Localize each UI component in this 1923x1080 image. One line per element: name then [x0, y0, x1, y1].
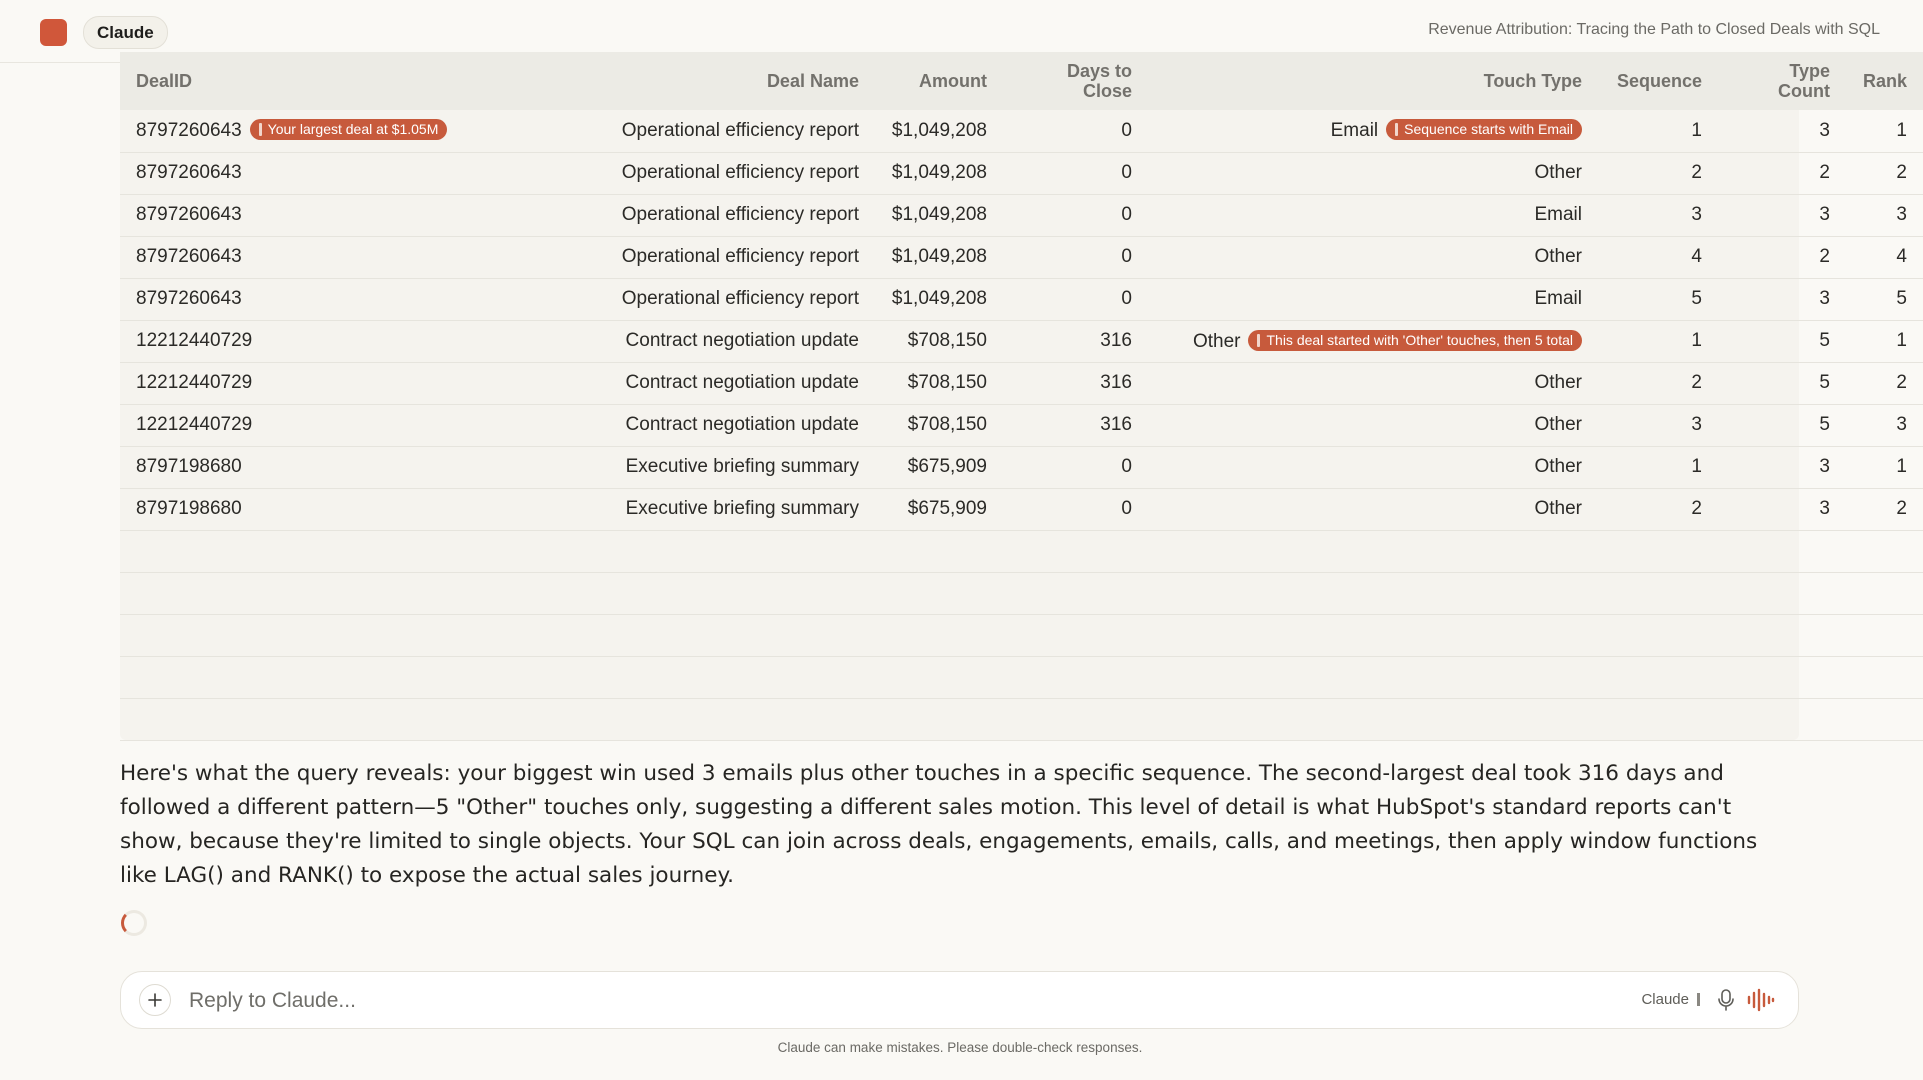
col-header-deal-name[interactable]: Deal Name: [766, 71, 859, 91]
cell-deal-id: [120, 488, 475, 530]
col-header-days-to-close[interactable]: Days to Close: [1066, 61, 1132, 101]
empty-cell: [120, 572, 1923, 614]
cell-rank-value: 3: [1896, 204, 1907, 225]
cell-sequence-value: 3: [1691, 204, 1702, 225]
cell-deal-id-value: 8797260643: [136, 204, 242, 225]
table-row[interactable]: [120, 110, 1923, 152]
cell-type-count: [1718, 152, 1846, 194]
cell-type-count: [1718, 488, 1846, 530]
cell-amount: [875, 488, 1003, 530]
cell-days-to-close: [1003, 236, 1148, 278]
cell-sequence-value: 2: [1691, 498, 1702, 519]
cell-days-to-close: [1003, 488, 1148, 530]
cell-rank-value: 1: [1896, 456, 1907, 477]
cell-days-to-close: [1003, 152, 1148, 194]
cell-type-count-value: 2: [1819, 162, 1830, 183]
claude-logo-icon[interactable]: [40, 19, 67, 46]
annotation-badge-text: Your largest deal at $1.05M: [267, 121, 439, 138]
cell-deal-id-value: 8797260643: [136, 288, 242, 309]
cell-deal-id: [120, 362, 475, 404]
cell-days-to-close: [1003, 194, 1148, 236]
annotation-badge-text: This deal started with 'Other' touches, then 5 total: [1266, 331, 1573, 348]
cell-sequence-value: 2: [1691, 162, 1702, 183]
cell-touch-type: [1148, 194, 1598, 236]
assistant-response-text: Here's what the query reveals: your biggest win used 3 emails plus other touches in a specific sequence. The second-largest deal took 316 days and followed a different pattern—5 "Other" touches only, suggesting a different sales motion. This level of detail is what HubSpot's standard reports can't show, because they're limited to single objects. Your SQL can join across deals, engagements, emails, calls, and meetings, then apply window functions like LAG() and RANK() to expose the actual sales journey.: [120, 761, 1758, 888]
cell-rank: [1846, 110, 1923, 152]
cell-rank: [1846, 488, 1923, 530]
table-row[interactable]: [120, 488, 1923, 530]
cell-amount-value: $708,150: [907, 372, 987, 393]
cell-type-count-value: 3: [1819, 204, 1830, 225]
table-row[interactable]: [120, 404, 1923, 446]
cell-deal-id-value: 8797198680: [136, 456, 242, 477]
cell-days-to-close: [1003, 320, 1148, 362]
cell-touch-type: [1148, 362, 1598, 404]
cell-sequence-value: 3: [1691, 414, 1702, 435]
cell-touch-type: [1148, 110, 1598, 152]
cell-deal-id: [120, 320, 475, 362]
badge-marker-icon: [1395, 123, 1398, 136]
cell-amount-value: $708,150: [907, 414, 987, 435]
model-pill[interactable]: Claude: [83, 16, 168, 49]
cell-rank: [1846, 236, 1923, 278]
table-row[interactable]: [120, 236, 1923, 278]
cell-touch-type-value: Other: [1534, 498, 1582, 519]
cell-sequence: [1598, 320, 1718, 362]
col-header-rank[interactable]: Rank: [1862, 71, 1907, 91]
cell-deal-id: [120, 278, 475, 320]
cell-touch-type: [1148, 320, 1598, 362]
col-header-touch-type[interactable]: Touch Type: [1483, 71, 1582, 91]
cell-amount-value: $708,150: [907, 330, 987, 351]
cell-rank: [1846, 194, 1923, 236]
table-header: [120, 52, 1923, 110]
plus-icon: [147, 992, 163, 1008]
table-row[interactable]: [120, 152, 1923, 194]
cell-deal-name-value: Executive briefing summary: [625, 456, 859, 477]
cell-amount: [875, 194, 1003, 236]
cell-type-count-value: 2: [1819, 246, 1830, 267]
cell-touch-type: [1148, 152, 1598, 194]
cell-deal-name: [475, 488, 875, 530]
cell-days-to-close-value: 0: [1121, 119, 1132, 141]
cell-days-to-close: [1003, 278, 1148, 320]
annotation-badge: [1248, 330, 1582, 351]
audio-waveform-icon: [1746, 988, 1776, 1012]
cell-amount-value: $1,049,208: [891, 288, 987, 309]
cell-deal-id-value: 8797260643: [136, 120, 242, 142]
cell-deal-name-value: Operational efficiency report: [621, 288, 859, 309]
model-selector[interactable]: [1641, 991, 1700, 1008]
empty-table-row: [120, 614, 1923, 656]
cell-amount-value: $675,909: [907, 498, 987, 519]
cell-days-to-close-value: 0: [1121, 456, 1132, 477]
cell-sequence: [1598, 362, 1718, 404]
cell-days-to-close: [1003, 446, 1148, 488]
cell-deal-id: [120, 110, 475, 152]
cell-type-count: [1718, 320, 1846, 362]
empty-cell: [120, 656, 1923, 698]
cell-deal-name-value: Executive briefing summary: [625, 498, 859, 519]
cell-rank-value: 3: [1896, 414, 1907, 435]
cell-sequence-value: 1: [1691, 119, 1702, 141]
cell-days-to-close-value: 0: [1121, 246, 1132, 267]
cell-deal-id: [120, 404, 475, 446]
cell-rank-value: 1: [1896, 119, 1907, 141]
cell-sequence-value: 5: [1691, 288, 1702, 309]
cell-days-to-close-value: 0: [1121, 288, 1132, 309]
cell-type-count: [1718, 446, 1846, 488]
cell-amount: [875, 362, 1003, 404]
cell-amount-value: $1,049,208: [891, 204, 987, 225]
cell-sequence: [1598, 278, 1718, 320]
badge-marker-icon: [259, 123, 262, 136]
col-header-sequence[interactable]: Sequence: [1616, 71, 1702, 91]
cell-deal-name-value: Contract negotiation update: [625, 330, 859, 351]
cell-touch-type: [1148, 446, 1598, 488]
cell-touch-type-value: Other: [1534, 414, 1582, 435]
cell-days-to-close: [1003, 362, 1148, 404]
cell-deal-name: [475, 110, 875, 152]
cell-type-count-value: 3: [1819, 288, 1830, 309]
cell-type-count: [1718, 362, 1846, 404]
cell-deal-id-value: 12212440729: [136, 330, 253, 351]
cell-type-count: [1718, 194, 1846, 236]
cell-deal-id: [120, 446, 475, 488]
cell-sequence-value: 1: [1691, 456, 1702, 477]
cell-type-count-value: 3: [1819, 498, 1830, 519]
cell-rank: [1846, 320, 1923, 362]
cell-deal-name-value: Contract negotiation update: [625, 372, 859, 393]
cell-type-count-value: 3: [1819, 119, 1830, 141]
cell-days-to-close-value: 0: [1121, 204, 1132, 225]
cell-touch-type: [1148, 236, 1598, 278]
cell-amount: [875, 236, 1003, 278]
cell-days-to-close-value: 0: [1121, 498, 1132, 519]
cell-rank-value: 2: [1896, 498, 1907, 519]
cell-deal-id-value: 8797198680: [136, 498, 242, 519]
cell-days-to-close: [1003, 404, 1148, 446]
cell-amount: [875, 446, 1003, 488]
col-header-deal-id[interactable]: DealID: [136, 71, 193, 91]
cell-deal-id: [120, 194, 475, 236]
page-title[interactable]: Revenue Attribution: Tracing the Path to Closed Deals with SQL: [1428, 21, 1880, 38]
cell-rank: [1846, 404, 1923, 446]
cell-deal-name: [475, 362, 875, 404]
cell-rank: [1846, 278, 1923, 320]
cell-sequence: [1598, 110, 1718, 152]
cell-deal-name: [475, 446, 875, 488]
cell-deal-name-value: Operational efficiency report: [621, 204, 859, 225]
cell-sequence: [1598, 152, 1718, 194]
cell-sequence: [1598, 404, 1718, 446]
cell-rank-value: 2: [1896, 372, 1907, 393]
cell-deal-name-value: Operational efficiency report: [621, 162, 859, 183]
cell-sequence: [1598, 236, 1718, 278]
cell-touch-type-value: Email: [1534, 204, 1582, 225]
cell-days-to-close-value: 316: [1100, 414, 1132, 435]
table-row[interactable]: [120, 320, 1923, 362]
cell-amount-value: $675,909: [907, 456, 987, 477]
cell-type-count: [1718, 110, 1846, 152]
cell-rank-value: 1: [1896, 330, 1907, 351]
cell-rank-value: 2: [1896, 162, 1907, 183]
cell-amount-value: $1,049,208: [891, 119, 987, 141]
cell-type-count: [1718, 236, 1846, 278]
cell-rank: [1846, 362, 1923, 404]
cell-deal-name-value: Contract negotiation update: [625, 414, 859, 435]
add-attachment-button[interactable]: [139, 984, 171, 1016]
disclaimer-text: Claude can make mistakes. Please double-check responses.: [777, 1040, 1143, 1055]
results-table: [120, 52, 1923, 741]
cell-deal-name: [475, 236, 875, 278]
microphone-icon: [1716, 988, 1736, 1012]
cell-touch-type-value: Other: [1192, 330, 1241, 352]
badge-marker-icon: [1257, 334, 1260, 347]
cell-days-to-close-value: 316: [1100, 330, 1132, 351]
cell-touch-type-value: Other: [1534, 162, 1582, 183]
results-table-container: [120, 52, 1907, 740]
cell-touch-type: [1148, 278, 1598, 320]
cell-sequence-value: 2: [1691, 372, 1702, 393]
annotation-badge: [250, 119, 448, 140]
cell-rank-value: 5: [1896, 288, 1907, 309]
col-header-type-count[interactable]: Type Count: [1778, 61, 1830, 101]
table-row[interactable]: [120, 446, 1923, 488]
cell-amount-value: $1,049,208: [891, 162, 987, 183]
cell-deal-name: [475, 194, 875, 236]
cell-deal-id-value: 8797260643: [136, 162, 242, 183]
cell-days-to-close: [1003, 110, 1148, 152]
empty-table-row: [120, 656, 1923, 698]
cell-deal-id-value: 12212440729: [136, 372, 253, 393]
cell-amount: [875, 404, 1003, 446]
cell-touch-type-value: Email: [1534, 288, 1582, 309]
cell-amount-value: $1,049,208: [891, 246, 987, 267]
cell-deal-name-value: Operational efficiency report: [621, 119, 859, 141]
table-body: [120, 110, 1923, 740]
annotation-badge-text: Sequence starts with Email: [1404, 121, 1573, 138]
cell-sequence-value: 4: [1691, 246, 1702, 267]
empty-cell: [120, 614, 1923, 656]
cell-deal-id: [120, 152, 475, 194]
cell-touch-type-value: Other: [1534, 372, 1582, 393]
cell-rank-value: 4: [1896, 246, 1907, 267]
cell-deal-name: [475, 152, 875, 194]
cell-sequence: [1598, 194, 1718, 236]
microphone-button[interactable]: [1716, 988, 1736, 1017]
cell-type-count: [1718, 278, 1846, 320]
cell-deal-name-value: Operational efficiency report: [621, 246, 859, 267]
model-selector-label: Claude: [1641, 991, 1689, 1008]
cell-sequence: [1598, 446, 1718, 488]
cell-amount: [875, 320, 1003, 362]
loading-spinner-icon: [121, 910, 147, 936]
cell-deal-name: [475, 320, 875, 362]
cell-deal-name: [475, 404, 875, 446]
chevron-down-icon: [1697, 993, 1700, 1006]
empty-cell: [120, 698, 1923, 740]
cell-type-count-value: 3: [1819, 456, 1830, 477]
cell-rank: [1846, 446, 1923, 488]
cell-touch-type-value: Other: [1534, 246, 1582, 267]
cell-touch-type: [1148, 488, 1598, 530]
empty-table-row: [120, 530, 1923, 572]
table-row[interactable]: [120, 362, 1923, 404]
cell-amount: [875, 110, 1003, 152]
cell-rank: [1846, 152, 1923, 194]
cell-amount: [875, 278, 1003, 320]
cell-type-count-value: 5: [1819, 414, 1830, 435]
cell-days-to-close-value: 316: [1100, 372, 1132, 393]
empty-table-row: [120, 698, 1923, 740]
cell-deal-id-value: 12212440729: [136, 414, 253, 435]
table-row[interactable]: [120, 194, 1923, 236]
annotation-badge: [1386, 119, 1582, 140]
col-header-amount[interactable]: Amount: [919, 71, 987, 91]
cell-touch-type-value: Email: [1330, 120, 1379, 142]
reply-input[interactable]: [187, 984, 1391, 1018]
cell-type-count-value: 5: [1819, 330, 1830, 351]
voice-mode-button[interactable]: [1746, 988, 1776, 1017]
table-row[interactable]: [120, 278, 1923, 320]
cell-touch-type-value: Other: [1534, 456, 1582, 477]
cell-deal-id-value: 8797260643: [136, 246, 242, 267]
cell-amount: [875, 152, 1003, 194]
cell-type-count-value: 5: [1819, 372, 1830, 393]
cell-days-to-close-value: 0: [1121, 162, 1132, 183]
empty-cell: [120, 530, 1923, 572]
cell-sequence: [1598, 488, 1718, 530]
reply-composer: [120, 971, 1799, 1029]
cell-touch-type: [1148, 404, 1598, 446]
empty-table-row: [120, 572, 1923, 614]
cell-type-count: [1718, 404, 1846, 446]
cell-deal-id: [120, 236, 475, 278]
cell-deal-name: [475, 278, 875, 320]
cell-sequence-value: 1: [1691, 330, 1702, 351]
